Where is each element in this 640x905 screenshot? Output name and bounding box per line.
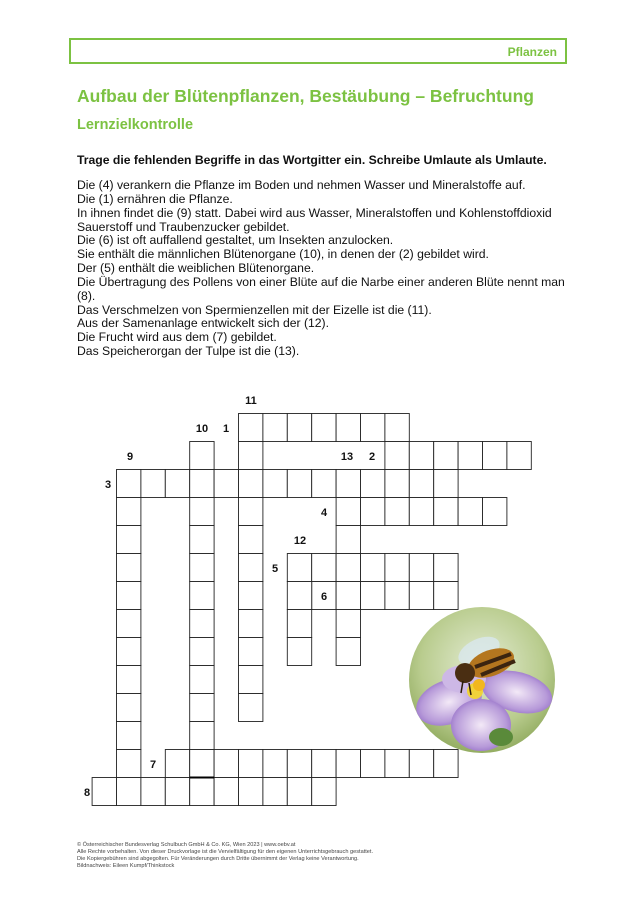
bee-flower-photo	[409, 607, 555, 753]
crossword-cell[interactable]	[190, 694, 214, 722]
clue-line: Die (1) ernähren die Pflanze.	[77, 191, 233, 206]
crossword-cell[interactable]	[385, 470, 409, 498]
crossword-cell[interactable]	[385, 442, 409, 470]
crossword-cell[interactable]	[190, 470, 214, 498]
crossword-cell[interactable]	[190, 442, 214, 470]
clue-number: 4	[320, 507, 328, 519]
crossword-cell[interactable]	[117, 722, 141, 750]
crossword-cell[interactable]	[239, 638, 263, 666]
crossword-cell[interactable]	[165, 470, 189, 498]
instruction: Trage die fehlenden Begriffe in das Wortgitter ein. Schreibe Umlaute als Umlaute.	[77, 153, 547, 167]
clue-number: 13	[340, 451, 354, 463]
crossword-cell[interactable]	[239, 442, 263, 470]
crossword-cell[interactable]	[190, 610, 214, 638]
footer-line: Bildnachweis: Eileen Kumpf/Thinkstock	[77, 863, 175, 869]
clue-number: 8	[83, 787, 91, 799]
crossword-cell[interactable]	[239, 694, 263, 722]
crossword-cell[interactable]	[117, 694, 141, 722]
clue-line: Die Frucht wird aus dem (7) gebildet.	[77, 330, 277, 345]
crossword-cell[interactable]	[361, 582, 385, 610]
crossword-cell[interactable]	[336, 470, 360, 498]
crossword-cell[interactable]	[117, 666, 141, 694]
crossword-cell[interactable]	[409, 582, 433, 610]
page-title: Aufbau der Blütenpflanzen, Bestäubung – Befruchtung	[77, 86, 534, 106]
page-subtitle: Lernzielkontrolle	[77, 117, 194, 133]
crossword-cell[interactable]	[434, 498, 458, 526]
crossword-cell[interactable]	[361, 750, 385, 778]
clue-line: Die Übertragung des Pollens von einer Blüte auf die Narbe einer anderen Blüte nennt man	[77, 274, 565, 289]
crossword-cell[interactable]	[190, 638, 214, 666]
crossword-cell[interactable]	[287, 610, 311, 638]
clue-number: 10	[195, 423, 209, 435]
crossword-cell[interactable]	[165, 750, 189, 778]
crossword-cell[interactable]	[190, 722, 214, 750]
crossword-cell[interactable]	[336, 498, 360, 526]
crossword-cell[interactable]	[239, 750, 263, 778]
crossword-cell[interactable]	[385, 750, 409, 778]
crossword-cell[interactable]	[361, 498, 385, 526]
crossword-cell[interactable]	[409, 498, 433, 526]
crossword-cell[interactable]	[239, 414, 263, 442]
crossword-cell[interactable]	[214, 778, 238, 806]
crossword-cell[interactable]	[361, 414, 385, 442]
crossword-cell[interactable]	[117, 610, 141, 638]
crossword-cell[interactable]	[287, 778, 311, 806]
crossword-cell[interactable]	[263, 470, 287, 498]
clue-line: Die (4) verankern die Pflanze im Boden und nehmen Wasser und Mineralstoffe auf.	[77, 178, 526, 192]
crossword-cell[interactable]	[263, 414, 287, 442]
crossword-cell[interactable]	[336, 414, 360, 442]
crossword-cell[interactable]	[336, 582, 360, 610]
crossword-cell[interactable]	[287, 638, 311, 666]
crossword-cell[interactable]	[239, 526, 263, 554]
crossword-cell[interactable]	[434, 470, 458, 498]
crossword-cell[interactable]	[190, 554, 214, 582]
crossword-cell[interactable]	[312, 554, 336, 582]
crossword-cell[interactable]	[336, 750, 360, 778]
crossword-cell[interactable]	[483, 498, 507, 526]
clue-line: Das Verschmelzen von Spermienzellen mit der Eizelle ist die (11).	[77, 302, 432, 317]
crossword-cell[interactable]	[117, 638, 141, 666]
crossword-cell[interactable]	[263, 778, 287, 806]
crossword-cell[interactable]	[239, 778, 263, 806]
crossword-cell[interactable]	[385, 554, 409, 582]
clue-number: 12	[293, 535, 307, 547]
topic-label: Pflanzen	[507, 45, 557, 59]
crossword-cell[interactable]	[312, 750, 336, 778]
crossword-cell[interactable]	[409, 442, 433, 470]
crossword-cell[interactable]	[117, 750, 141, 778]
crossword-cell[interactable]	[117, 554, 141, 582]
crossword-cell[interactable]	[385, 414, 409, 442]
crossword-cell[interactable]	[239, 470, 263, 498]
crossword-cell[interactable]	[312, 470, 336, 498]
crossword-cell[interactable]	[385, 582, 409, 610]
crossword-cell[interactable]	[190, 666, 214, 694]
crossword-cell[interactable]	[263, 750, 287, 778]
clue-number: 7	[149, 759, 157, 771]
clue-line: In ihnen findet die (9) statt. Dabei wird aus Wasser, Mineralstoffen und Kohlenstoffdioxid	[77, 205, 552, 220]
crossword-cell[interactable]	[117, 582, 141, 610]
clue-number: 11	[245, 395, 257, 407]
clue-line: Die (6) ist oft auffallend gestaltet, um Insekten anzulocken.	[77, 233, 394, 248]
crossword-cell[interactable]	[434, 750, 458, 778]
clue-number: 1	[222, 423, 230, 435]
crossword-cell[interactable]	[190, 582, 214, 610]
clue-line: (8).	[77, 288, 96, 303]
crossword-cell[interactable]	[165, 778, 189, 806]
crossword-cell[interactable]	[190, 526, 214, 554]
footer-line: Die Kopiergebühren sind abgegolten. Für Veränderungen durch Dritte übernimmt der Verlag keine Verantwortung.	[77, 856, 359, 862]
crossword-cell[interactable]	[214, 470, 238, 498]
crossword-cell[interactable]	[312, 778, 336, 806]
clue-line: Sie enthält die männlichen Blütenorgane (10), in denen der (2) gebildet wird.	[77, 247, 489, 262]
crossword-cell[interactable]	[239, 554, 263, 582]
clue-number: 6	[320, 591, 328, 603]
crossword-cell[interactable]	[287, 750, 311, 778]
crossword-cell[interactable]	[336, 554, 360, 582]
copyright-footer	[77, 842, 373, 870]
crossword-cell[interactable]	[336, 610, 360, 638]
clue-number: 5	[271, 563, 279, 575]
crossword-cell[interactable]	[434, 554, 458, 582]
crossword-cell[interactable]	[239, 610, 263, 638]
clue-line: Sauerstoff und Traubenzucker gebildet.	[77, 219, 290, 234]
crossword-cell[interactable]	[458, 442, 482, 470]
crossword-cell[interactable]	[117, 498, 141, 526]
crossword-cell[interactable]	[385, 498, 409, 526]
clue-number: 2	[368, 451, 376, 463]
crossword-cell[interactable]	[458, 498, 482, 526]
crossword-cell[interactable]	[141, 470, 165, 498]
crossword-cell[interactable]	[287, 582, 311, 610]
clue-line: Das Speicherorgan der Tulpe ist die (13).	[77, 344, 300, 359]
crossword-cell[interactable]	[239, 498, 263, 526]
crossword-cell[interactable]	[117, 470, 141, 498]
crossword-cell[interactable]	[409, 470, 433, 498]
crossword-cell[interactable]	[92, 778, 116, 806]
crossword-cell[interactable]	[287, 554, 311, 582]
crossword-cell[interactable]	[409, 750, 433, 778]
crossword-cell[interactable]	[239, 582, 263, 610]
clue-number: 9	[126, 451, 134, 463]
crossword-cell[interactable]	[141, 778, 165, 806]
crossword-cell[interactable]	[239, 666, 263, 694]
clue-line: Der (5) enthält die weiblichen Blütenorgane.	[77, 261, 315, 276]
footer-line: © Österreichischer Bundesverlag Schulbuch GmbH & Co. KG, Wien 2023 | www.oebv.at	[77, 842, 296, 848]
crossword-cell[interactable]	[117, 526, 141, 554]
crossword-cell[interactable]	[214, 750, 238, 778]
crossword-cell[interactable]	[287, 414, 311, 442]
crossword-cell[interactable]	[190, 498, 214, 526]
footer-line: Alle Rechte vorbehalten. Von dieser Druckvorlage ist die Vervielfältigung für den eigenen Unterrichtsgebrauch gestattet.	[77, 849, 374, 855]
crossword-cell[interactable]	[312, 414, 336, 442]
crossword-cell[interactable]	[336, 638, 360, 666]
crossword-cell[interactable]	[361, 554, 385, 582]
crossword-cell[interactable]	[190, 778, 214, 806]
crossword-cell[interactable]	[336, 526, 360, 554]
crossword-cell[interactable]	[409, 554, 433, 582]
crossword-cell[interactable]	[361, 470, 385, 498]
clue-number: 3	[104, 479, 112, 491]
crossword-cell[interactable]	[287, 470, 311, 498]
crossword-cell[interactable]	[434, 582, 458, 610]
clue-line: Aus der Samenanlage entwickelt sich der (12).	[77, 316, 330, 331]
crossword-cell[interactable]	[483, 442, 507, 470]
crossword-cell[interactable]	[117, 778, 141, 806]
crossword-cell[interactable]	[434, 442, 458, 470]
crossword-cell[interactable]	[507, 442, 531, 470]
crossword-cell[interactable]	[190, 750, 214, 778]
